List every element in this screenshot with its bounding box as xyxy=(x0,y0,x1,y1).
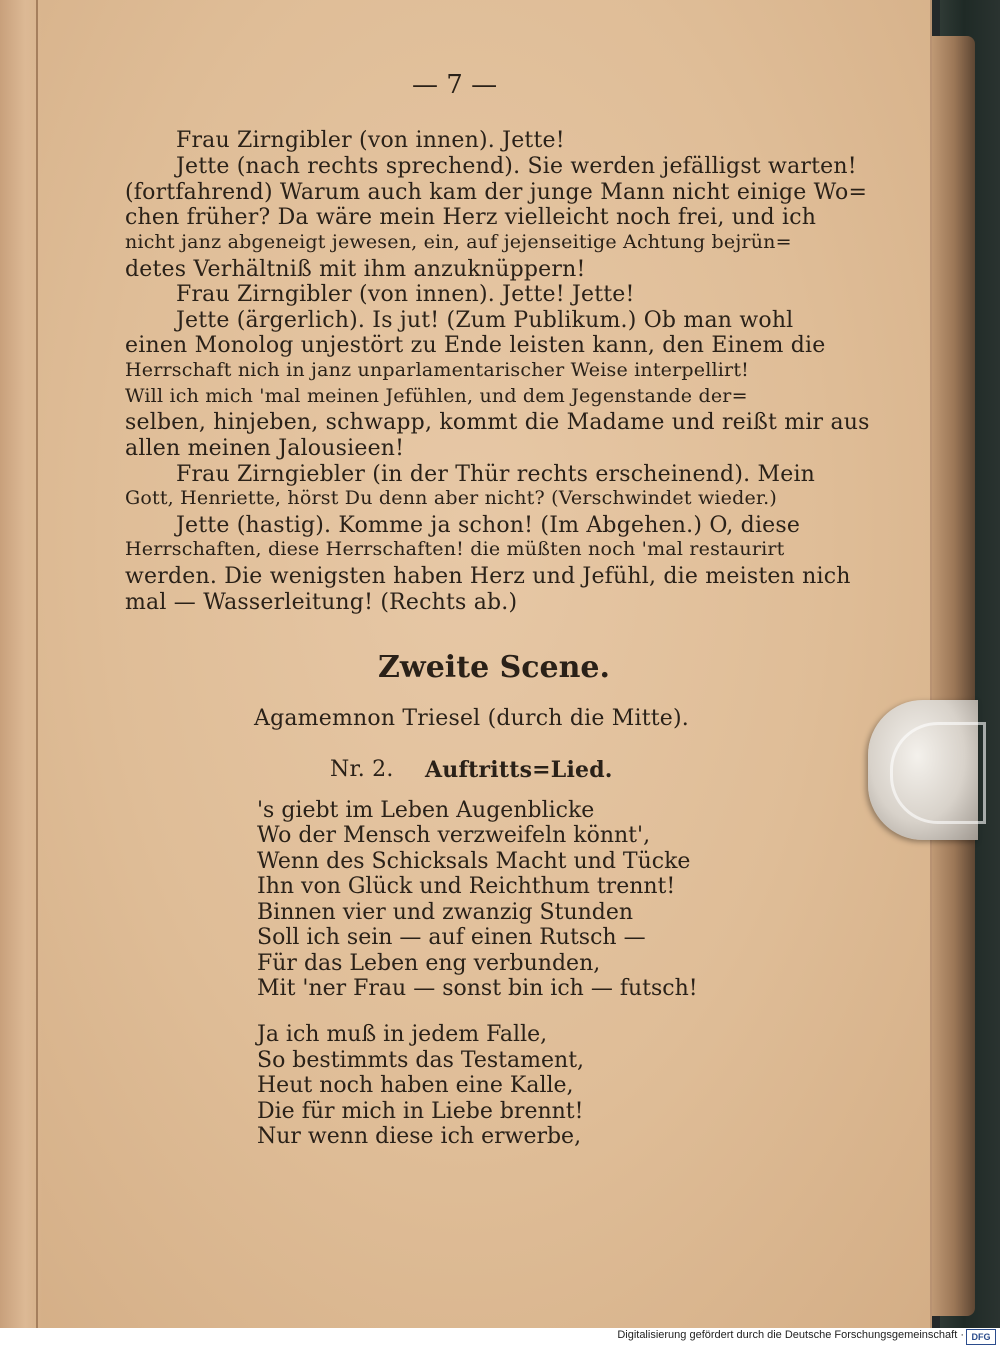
prose-line: selben, hinjeben, schwapp, kommt die Madame und reißt mir aus xyxy=(125,410,870,435)
stage-direction: Agamemnon Triesel (durch die Mitte). xyxy=(254,706,689,731)
prose-line: einen Monolog unjestört zu Ende leisten kann, den Einem die xyxy=(125,333,826,358)
verse-line: 's giebt im Leben Augenblicke xyxy=(257,798,595,823)
song-number: Nr. 2. xyxy=(330,757,394,782)
verse-line: Binnen vier und zwanzig Stunden xyxy=(257,900,634,925)
prose-line: Jette (ärgerlich). Is jut! (Zum Publikum.) Ob man wohl xyxy=(176,308,794,333)
prose-line: Jette (nach rechts sprechend). Sie werden jefälligst warten! xyxy=(176,154,857,179)
verse-line: Mit 'ner Frau — sonst bin ich — futsch! xyxy=(257,976,698,1001)
prose-line: werden. Die wenigsten haben Herz und Jefühl, die meisten nich xyxy=(125,564,851,589)
prose-line: Frau Zirngibler (von innen). Jette! xyxy=(176,128,565,153)
verse-line: So bestimmts das Testament, xyxy=(257,1048,585,1073)
prose-line: Frau Zirngiebler (in der Thür rechts erscheinend). Mein xyxy=(176,462,816,487)
prose-line: Will ich mich 'mal meinen Jefühlen, und dem Jegenstande der= xyxy=(125,385,748,407)
prose-line: detes Verhältniß mit ihm anzuknüppern! xyxy=(125,257,586,282)
verse-line: Die für mich in Liebe brennt! xyxy=(257,1099,584,1124)
footer-bar xyxy=(0,1328,1000,1346)
prose-line: Gott, Henriette, hörst Du denn aber nicht? (Verschwindet wieder.) xyxy=(125,487,777,509)
verse-line: Ihn von Glück und Reichthum trennt! xyxy=(257,874,676,899)
prose-line: chen früher? Da wäre mein Herz vielleicht noch frei, und ich xyxy=(125,205,817,230)
page-clip-highlight xyxy=(890,722,986,824)
page-number: — 7 — xyxy=(412,70,498,100)
verse-line: Wo der Mensch verzweifeln könnt', xyxy=(257,823,651,848)
prose-line: Jette (hastig). Komme ja schon! (Im Abgehen.) O, diese xyxy=(176,513,801,538)
verse-line: Wenn des Schicksals Macht und Tücke xyxy=(257,849,691,874)
verse-line: Ja ich muß in jedem Falle, xyxy=(257,1022,548,1047)
prose-line: (fortfahrend) Warum auch kam der junge Mann nicht einige Wo= xyxy=(125,180,868,205)
prose-line: allen meinen Jalousieen! xyxy=(125,436,405,461)
verse-line: Nur wenn diese ich erwerbe, xyxy=(257,1124,582,1149)
prose-line: mal — Wasserleitung! (Rechts ab.) xyxy=(125,590,518,615)
prose-line: Frau Zirngibler (von innen). Jette! Jette! xyxy=(176,282,635,307)
scene-heading: Zweite Scene. xyxy=(378,650,610,685)
verse-line: Soll ich sein — auf einen Rutsch — xyxy=(257,925,646,950)
verse-line: Heut noch haben eine Kalle, xyxy=(257,1073,574,1098)
prose-line: Herrschaft nich in janz unparlamentarischer Weise interpellirt! xyxy=(125,359,749,381)
prose-line: Herrschaften, diese Herrschaften! die müßten noch 'mal restaurirt xyxy=(125,538,785,560)
song-title: Auftritts=Lied. xyxy=(425,757,613,783)
footer-credit: Digitalisierung gefördert durch die Deutsche Forschungsgemeinschaft · xyxy=(617,1329,964,1341)
verse-line: Für das Leben eng verbunden, xyxy=(257,951,601,976)
dfg-logo-icon: DFG xyxy=(966,1329,996,1345)
prose-line: nicht janz abgeneigt jewesen, ein, auf jejenseitige Achtung bejrün= xyxy=(125,231,792,253)
gutter-fold-line xyxy=(36,0,38,1328)
